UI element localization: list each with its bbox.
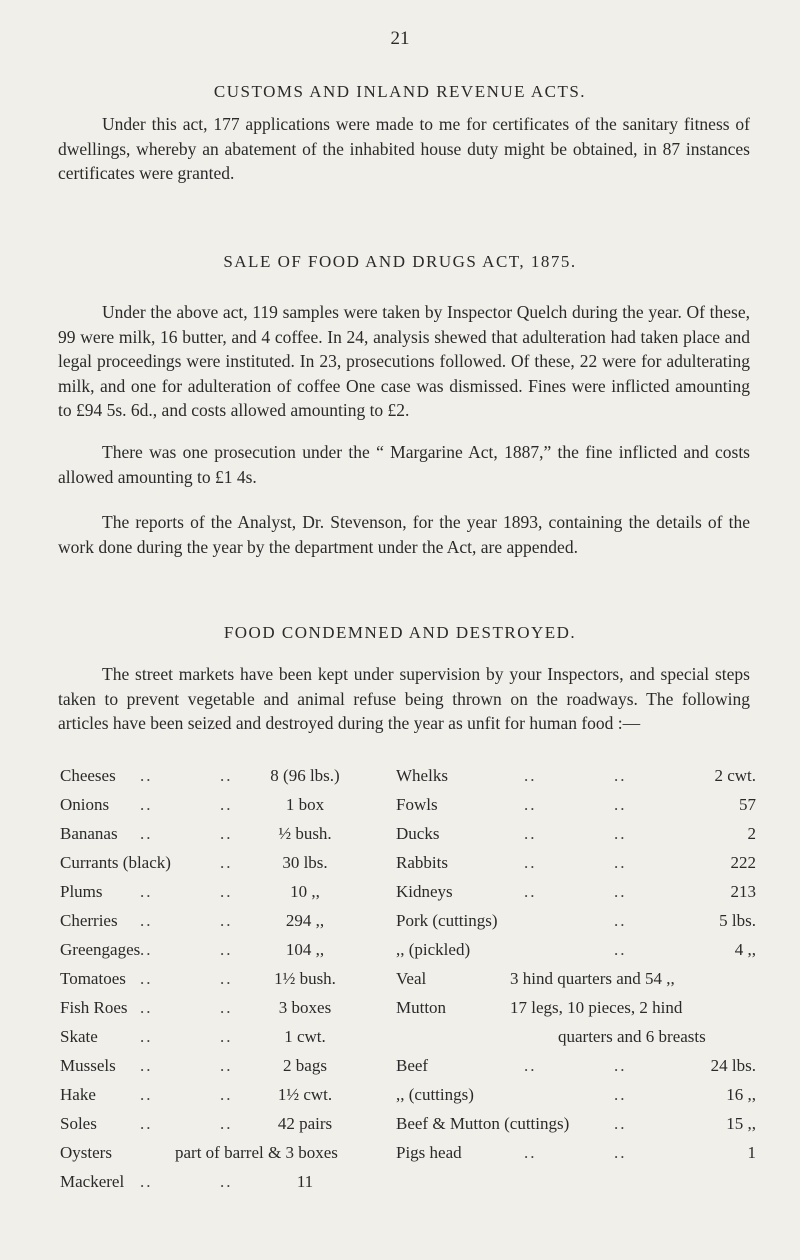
leader-dots: .. xyxy=(140,1085,153,1104)
leader-dots: .. xyxy=(140,766,153,785)
item-name: Hake xyxy=(60,1085,96,1104)
item-name: Tomatoes xyxy=(60,969,126,988)
leader-dots: .. xyxy=(140,824,153,843)
leader-dots: .. xyxy=(220,1085,233,1104)
leader-dots: .. xyxy=(614,1114,627,1133)
food-drugs-paragraph-3: The reports of the Analyst, Dr. Stevenson, for the year 1893, containing the details of the work done during the year by the department under the Act, are appended. xyxy=(58,512,750,557)
item-quantity: quarters and 6 breasts xyxy=(558,1027,706,1046)
item-name: Onions xyxy=(60,795,110,814)
item-quantity: 1 xyxy=(747,1143,756,1162)
item-name: Plums xyxy=(60,882,103,901)
leader-dots: .. xyxy=(140,1056,153,1075)
item-quantity: 42 pairs xyxy=(277,1114,333,1133)
leader-dots: .. xyxy=(614,1085,627,1104)
condemned-paragraph: The street markets have been kept under supervision by your Inspectors, and special steps taken to prevent vegetable and animal refuse being thrown on the roadways. The following articles have been seized and destroyed during the year as unfit for human food :— xyxy=(58,664,750,733)
leader-dots: .. xyxy=(140,795,153,814)
leader-dots: .. xyxy=(140,969,153,988)
food-drugs-heading: SALE OF FOOD AND DRUGS ACT, 1875. xyxy=(223,252,577,271)
item-quantity: 57 xyxy=(739,795,756,814)
item-name: ,, (pickled) xyxy=(396,940,471,959)
item-quantity: 104 ,, xyxy=(285,940,325,959)
item-quantity: 3 hind quarters and 54 ,, xyxy=(510,969,675,988)
item-name: Fowls xyxy=(396,795,438,814)
leader-dots: .. xyxy=(614,940,627,959)
item-quantity: 222 xyxy=(730,853,756,872)
item-quantity: 5 lbs. xyxy=(719,911,756,930)
item-name: Beef & Mutton (cuttings) xyxy=(396,1114,570,1133)
item-quantity: 213 xyxy=(730,882,756,901)
item-quantity: 1 cwt. xyxy=(284,1027,326,1046)
item-name: Currants (black) xyxy=(60,853,171,872)
item-quantity: 8 (96 lbs.) xyxy=(270,766,340,785)
leader-dots: .. xyxy=(140,998,153,1017)
item-quantity: 10 ,, xyxy=(290,882,320,901)
item-name: Pork (cuttings) xyxy=(396,911,498,930)
item-name: Fish Roes xyxy=(60,998,128,1017)
leader-dots: .. xyxy=(524,824,537,843)
leader-dots: .. xyxy=(524,795,537,814)
leader-dots: .. xyxy=(614,824,627,843)
item-name: ,, (cuttings) xyxy=(396,1085,474,1104)
customs-paragraph: Under this act, 177 applications were made to me for certificates of the sanitary fitness of dwellings, whereby an abatement of the inhabited house duty might be obtained, in 87 instances certificates were granted. xyxy=(58,114,750,183)
leader-dots: .. xyxy=(220,1172,233,1191)
item-quantity: 2 xyxy=(747,824,756,843)
leader-dots: .. xyxy=(614,795,627,814)
leader-dots: .. xyxy=(220,969,233,988)
item-name: Pigs head xyxy=(396,1143,462,1162)
item-quantity: 1½ cwt. xyxy=(277,1085,333,1104)
leader-dots: .. xyxy=(140,1172,153,1191)
leader-dots: .. xyxy=(614,1056,627,1075)
item-quantity: 294 ,, xyxy=(285,911,325,930)
item-quantity: 15 ,, xyxy=(726,1114,756,1133)
condemned-items-table xyxy=(60,764,770,1204)
leader-dots: .. xyxy=(220,824,233,843)
item-quantity: 11 xyxy=(296,1172,314,1191)
leader-dots: .. xyxy=(524,766,537,785)
item-quantity: 1½ bush. xyxy=(274,969,336,988)
item-name: Kidneys xyxy=(396,882,453,901)
item-quantity: 24 lbs. xyxy=(710,1056,756,1075)
item-name: Veal xyxy=(396,969,427,988)
item-name: Mackerel xyxy=(60,1172,125,1191)
item-name: Whelks xyxy=(396,766,448,785)
leader-dots: .. xyxy=(524,1143,537,1162)
item-quantity: 16 ,, xyxy=(726,1085,756,1104)
leader-dots: .. xyxy=(220,1114,233,1133)
condemned-heading: FOOD CONDEMNED AND DESTROYED. xyxy=(223,623,577,642)
leader-dots: .. xyxy=(524,882,537,901)
item-name: Rabbits xyxy=(396,853,448,872)
leader-dots: .. xyxy=(614,882,627,901)
leader-dots: .. xyxy=(614,911,627,930)
item-quantity: 2 cwt. xyxy=(714,766,756,785)
leader-dots: .. xyxy=(220,1056,233,1075)
food-drugs-paragraph-2: There was one prosecution under the “ Margarine Act, 1887,” the fine inflicted and costs allowed amounting to £1 4s. xyxy=(58,442,750,487)
item-name: Oysters xyxy=(60,1143,112,1162)
item-name: Bananas xyxy=(60,824,118,843)
customs-heading: CUSTOMS AND INLAND REVENUE ACTS. xyxy=(213,82,587,101)
item-name: Ducks xyxy=(396,824,440,843)
item-name: Soles xyxy=(60,1114,97,1133)
item-name: Greengages xyxy=(60,940,141,959)
leader-dots: .. xyxy=(524,853,537,872)
item-name: Skate xyxy=(60,1027,98,1046)
leader-dots: .. xyxy=(220,911,233,930)
item-name: Cherries xyxy=(60,911,118,930)
leader-dots: .. xyxy=(614,853,627,872)
leader-dots: .. xyxy=(140,940,153,959)
leader-dots: .. xyxy=(524,1056,537,1075)
item-quantity: 4 ,, xyxy=(734,940,756,959)
item-name: Beef xyxy=(396,1056,429,1075)
leader-dots: .. xyxy=(220,940,233,959)
item-quantity: part of barrel & 3 boxes xyxy=(175,1143,338,1162)
food-drugs-paragraph-1: Under the above act, 119 samples were taken by Inspector Quelch during the year. Of these, 99 were milk, 16 butter, and 4 coffee. In 24, analysis shewed that adulteration had taken place and legal proceedings were instituted. In 23, prosecutions followed. Of these, 22 were for adulterating milk, and one for adulteration of coffee One case was dismissed. Fines were inflicted amounting to £94 5s. 6d., and costs allowed amounting to £2. xyxy=(58,302,750,420)
leader-dots: .. xyxy=(220,766,233,785)
leader-dots: .. xyxy=(220,882,233,901)
leader-dots: .. xyxy=(140,882,153,901)
item-quantity: 17 legs, 10 pieces, 2 hind xyxy=(510,998,683,1017)
leader-dots: .. xyxy=(220,1027,233,1046)
leader-dots: .. xyxy=(614,766,627,785)
leader-dots: .. xyxy=(220,853,233,872)
item-quantity: 1 box xyxy=(285,795,325,814)
item-quantity: 2 bags xyxy=(283,1056,327,1075)
item-name: Mutton xyxy=(396,998,447,1017)
leader-dots: .. xyxy=(140,1027,153,1046)
item-quantity: ½ bush. xyxy=(278,824,332,843)
leader-dots: .. xyxy=(614,1143,627,1162)
leader-dots: .. xyxy=(140,911,153,930)
item-name: Cheeses xyxy=(60,766,116,785)
item-name: Mussels xyxy=(60,1056,116,1075)
item-quantity: 3 boxes xyxy=(278,998,332,1017)
leader-dots: .. xyxy=(140,1114,153,1133)
leader-dots: .. xyxy=(220,998,233,1017)
item-quantity: 30 lbs. xyxy=(282,853,328,872)
page-number: 21 xyxy=(390,28,410,49)
leader-dots: .. xyxy=(220,795,233,814)
